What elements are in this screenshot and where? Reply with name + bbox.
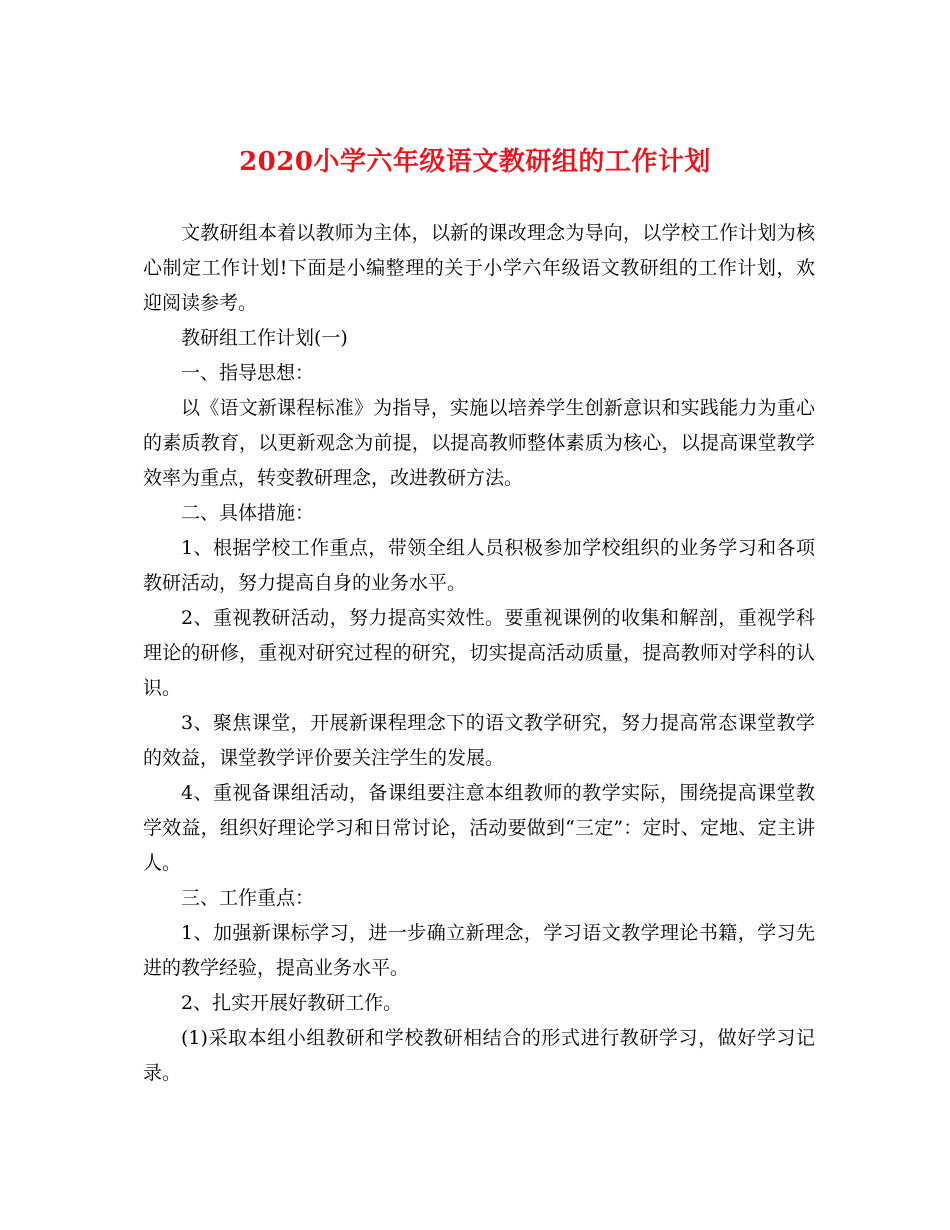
paragraph-measure-3: 3、聚焦课堂，开展新课程理念下的语文教学研究，努力提高常态课堂教学的效益，课堂教学评价要关注学生的发展。 bbox=[143, 712, 815, 769]
paragraph-intro: 文教研组本着以教师为主体，以新的课改理念为导向，以学校工作计划为核心制定工作计划!下面是小编整理的关于小学六年级语文教研组的工作计划，欢迎阅读参考。 bbox=[143, 222, 815, 314]
paragraph-section-2-heading: 二、具体措施： bbox=[181, 502, 315, 524]
paragraph-plan-heading: 教研组工作计划(一) bbox=[181, 327, 348, 349]
paragraph-focus-2-item-1: (1)采取本组小组教研和学校教研相结合的形式进行教研学习，做好学习记录。 bbox=[143, 1027, 815, 1084]
paragraph-measure-2: 2、重视教研活动，努力提高实效性。要重视课例的收集和解剖，重视学科理论的研修，重视对研究过程的研究，切实提高活动质量，提高教师对学科的认识。 bbox=[143, 607, 815, 699]
paragraph-focus-2: 2、扎实开展好教研工作。 bbox=[181, 992, 403, 1014]
paragraph-measure-4: 4、重视备课组活动，备课组要注意本组教师的教学实际，围绕提高课堂教学效益，组织好理论学习和日常讨论，活动要做到“三定”：定时、定地、定主讲人。 bbox=[143, 782, 815, 874]
paragraph-measure-1: 1、根据学校工作重点，带领全组人员积极参加学校组织的业务学习和各项教研活动，努力提高自身的业务水平。 bbox=[143, 537, 815, 594]
paragraph-guiding-ideology: 以《语文新课程标准》为指导，实施以培养学生创新意识和实践能力为重心的素质教育，以更新观念为前提，以提高教师整体素质为核心，以提高课堂教学效率为重点，转变教研理念，改进教研方法。 bbox=[143, 397, 815, 489]
document-body bbox=[143, 216, 815, 1091]
paragraph-section-1-heading: 一、指导思想： bbox=[181, 362, 315, 384]
paragraph-focus-1: 1、加强新课标学习，进一步确立新理念，学习语文教学理论书籍，学习先进的教学经验，提高业务水平。 bbox=[143, 922, 815, 979]
paragraph-section-3-heading: 三、工作重点： bbox=[181, 887, 315, 909]
document-title: 2020小学六年级语文教研组的工作计划 bbox=[239, 147, 711, 177]
